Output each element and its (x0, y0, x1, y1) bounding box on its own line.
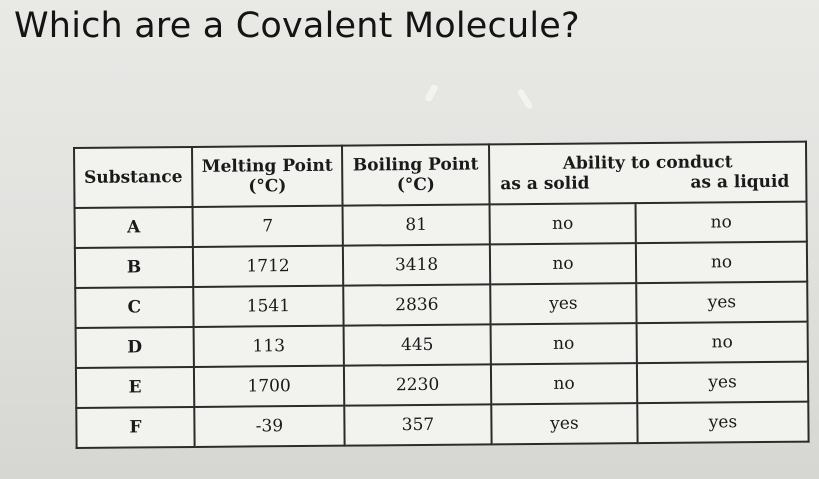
cell-melting-point: 113 (194, 326, 344, 367)
header-boiling-unit: (°C) (396, 174, 435, 196)
cell-boiling-point: 2836 (343, 284, 490, 325)
cell-substance: F (76, 407, 194, 448)
header-as-solid: as a solid (500, 173, 590, 195)
cell-conduct-solid: no (491, 363, 637, 404)
properties-table (73, 141, 810, 449)
cell-melting-point: 7 (193, 206, 343, 247)
cell-substance: A (75, 207, 193, 248)
header-as-liquid: as a liquid (690, 171, 790, 193)
cell-boiling-point: 3418 (343, 244, 490, 285)
chalk-mark (517, 88, 534, 110)
header-melting-label: Melting Point (201, 155, 333, 177)
table-row (76, 402, 808, 448)
table-row (76, 322, 808, 368)
cell-substance: D (76, 327, 194, 368)
table-row (75, 242, 807, 288)
cell-conduct-liquid: no (636, 202, 807, 243)
header-boiling-label: Boiling Point (352, 154, 479, 176)
cell-substance: E (76, 367, 194, 408)
cell-melting-point: 1712 (193, 246, 343, 287)
cell-boiling-point: 2230 (344, 364, 491, 405)
cell-conduct-solid: yes (491, 403, 637, 444)
cell-melting-point: 1700 (194, 366, 344, 407)
table-row (76, 362, 808, 408)
cell-conduct-solid: no (491, 323, 637, 364)
cell-boiling-point: 357 (344, 404, 491, 445)
cell-conduct-solid: no (490, 243, 636, 284)
cell-melting-point: 1541 (193, 286, 343, 327)
cell-substance: B (75, 247, 193, 288)
cell-conduct-liquid: yes (637, 402, 808, 443)
chalk-mark (424, 83, 439, 102)
cell-melting-point: -39 (194, 406, 344, 447)
table-header-row (74, 142, 807, 208)
cell-conduct-solid: yes (490, 283, 636, 324)
cell-conduct-solid: no (490, 203, 636, 244)
header-ability-label: Ability to conduct (562, 152, 733, 174)
header-melting-point (192, 146, 343, 207)
header-melting-unit: (°C) (248, 176, 287, 197)
header-substance-label: Substance (83, 167, 183, 188)
cell-conduct-liquid: yes (636, 282, 807, 323)
header-boiling-point (342, 144, 490, 205)
cell-substance: C (75, 287, 193, 328)
properties-table-container (73, 141, 808, 447)
question-title: Which are a Covalent Molecule? (14, 6, 580, 46)
table-row (75, 202, 807, 248)
cell-conduct-liquid: no (636, 242, 807, 283)
table-row (75, 282, 807, 328)
cell-boiling-point: 81 (343, 204, 490, 245)
header-substance (74, 147, 193, 208)
cell-conduct-liquid: yes (637, 362, 808, 403)
cell-conduct-liquid: no (637, 322, 808, 363)
cell-boiling-point: 445 (344, 324, 491, 365)
header-ability-subheads (490, 172, 805, 195)
header-ability-to-conduct (489, 142, 807, 205)
